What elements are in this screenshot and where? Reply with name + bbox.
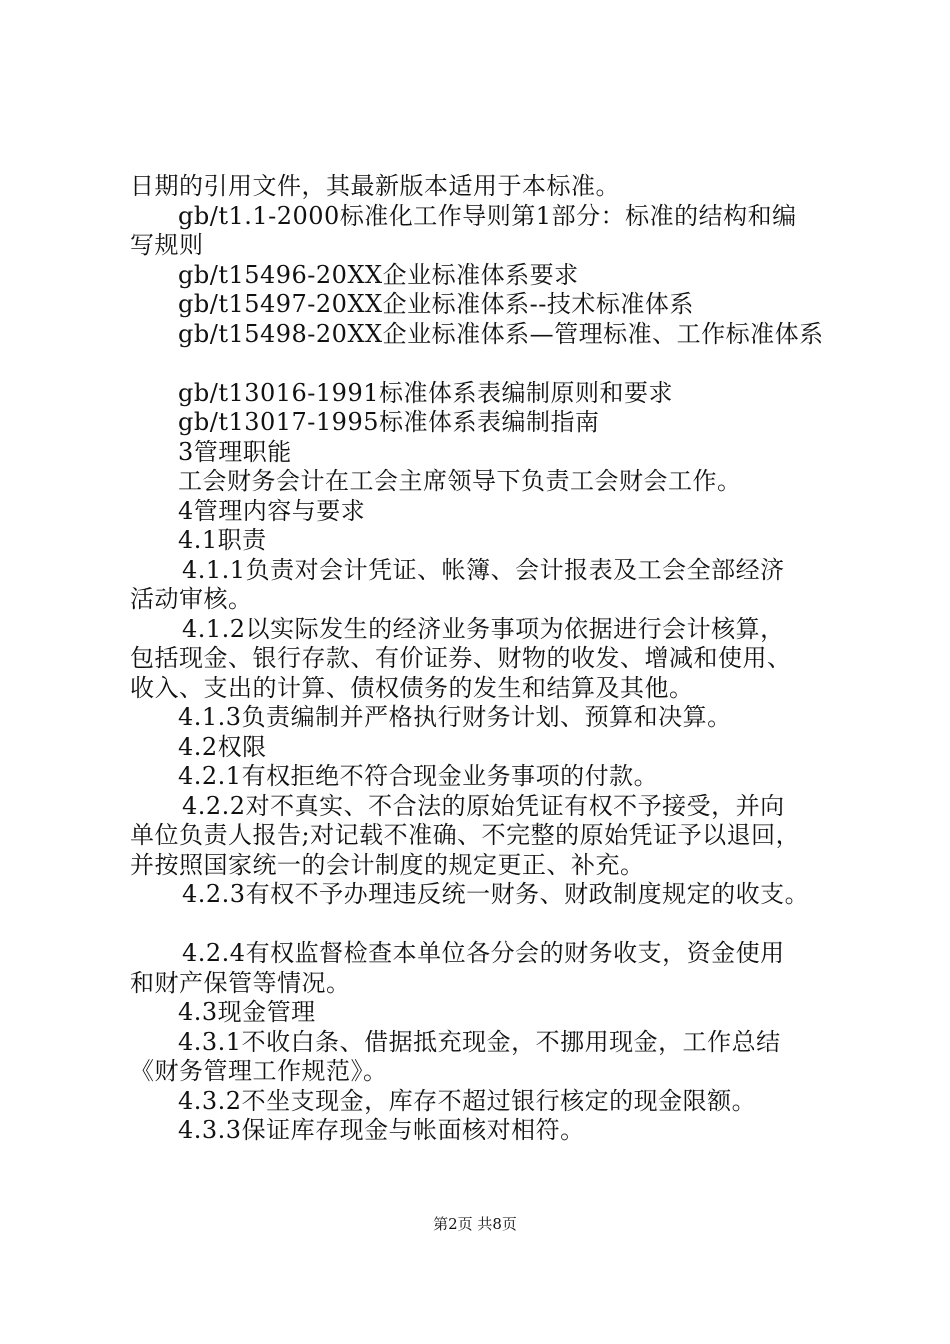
text-line: 4.3.1不收白条、借据抵充现金，不挪用现金，工作总结 xyxy=(178,1027,781,1056)
text-line: gb/t13017-1995标准体系表编制指南 xyxy=(178,408,600,436)
text-line: 《财务管理工作规范》。 xyxy=(130,1057,388,1085)
text-line: 4.1.1负责对会计凭证、帐簿、会计报表及工会全部经济 xyxy=(182,555,785,584)
section-heading: 3管理职能 xyxy=(178,437,292,466)
text-line: 4.3.3保证库存现金与帐面核对相符。 xyxy=(178,1116,585,1144)
text-line: gb/t1.1-2000标准化工作导则第1部分：标准的结构和编 xyxy=(178,201,797,230)
blank-line xyxy=(130,910,845,940)
text-line: 日期的引用文件，其最新版本适用于本标准。 xyxy=(130,172,620,200)
text-line: 并按照国家统一的会计制度的规定更正、补充。 xyxy=(130,850,645,879)
text-line: gb/t15497-20XX企业标准体系--技术标准体系 xyxy=(178,290,694,318)
text-line: gb/t13016-1991标准体系表编制原则和要求 xyxy=(178,378,673,407)
text-line: 工会财务会计在工会主席领导下负责工会财会工作。 xyxy=(178,467,742,495)
section-heading: 4.3现金管理 xyxy=(178,998,316,1026)
text-line: 4.2.4有权监督检查本单位各分会的财务收支，资金使用 xyxy=(182,939,785,967)
text-line: 包括现金、银行存款、有价证券、财物的收发、增减和使用、 xyxy=(130,644,792,672)
text-line: 4.1.3负责编制并严格执行财务计划、预算和决算。 xyxy=(178,703,732,731)
text-line: 4.2.1有权拒绝不符合现金业务事项的付款。 xyxy=(178,762,659,790)
blank-line xyxy=(130,349,845,379)
text-line: 收入、支出的计算、债权债务的发生和结算及其他。 xyxy=(130,673,694,702)
text-line: 4.2.3有权不予办理违反统一财务、财政制度规定的收支。 xyxy=(182,880,810,908)
text-line: gb/t15496-20XX企业标准体系要求 xyxy=(178,260,579,289)
text-line: 活动审核。 xyxy=(130,585,253,613)
text-line: 4.2.2对不真实、不合法的原始凭证有权不予接受，并向 xyxy=(182,791,785,820)
section-heading: 4.1职责 xyxy=(178,526,267,554)
text-line: gb/t15498-20XX企业标准体系—管理标准、工作标准体系 xyxy=(178,319,824,348)
section-heading: 4管理内容与要求 xyxy=(178,496,366,525)
section-heading: 4.2权限 xyxy=(178,732,267,761)
page-number-footer: 第2页 共8页 xyxy=(433,1215,517,1233)
text-line: 写规则 xyxy=(130,231,204,259)
text-line: 4.3.2不坐支现金，库存不超过银行核定的现金限额。 xyxy=(178,1086,757,1115)
text-line: 单位负责人报告;对记载不准确、不完整的原始凭证予以退回， xyxy=(130,821,801,849)
text-line: 和财产保管等情况。 xyxy=(130,968,351,997)
text-line: 4.1.2以实际发生的经济业务事项为依据进行会计核算， xyxy=(182,614,785,643)
document-body xyxy=(130,172,845,1146)
